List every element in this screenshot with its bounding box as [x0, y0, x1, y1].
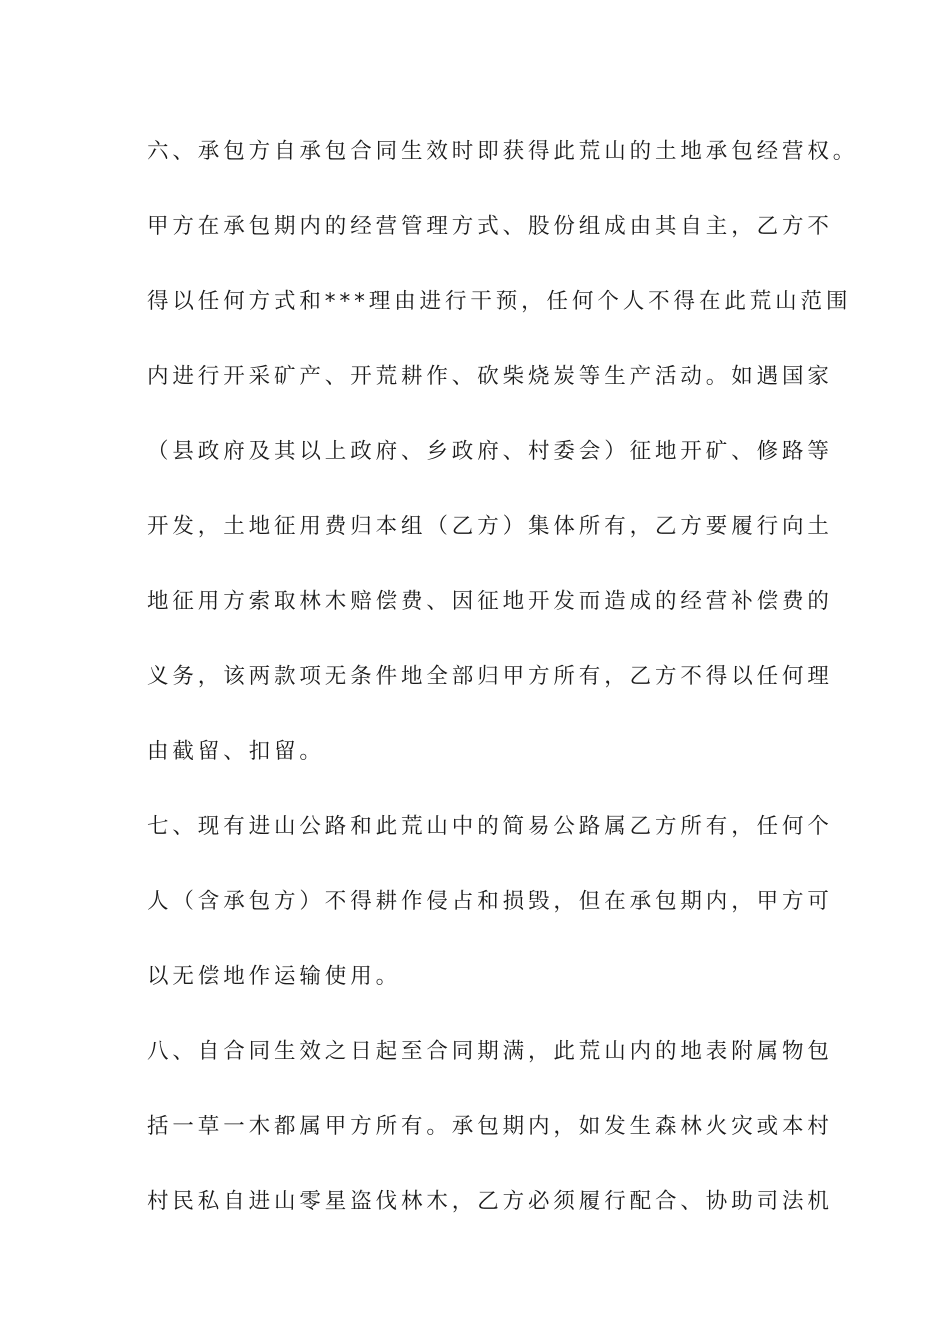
clause-6-line-5: （县政府及其以上政府、乡政府、村委会）征地开矿、修路等 — [147, 439, 833, 464]
clause-7-line-2: 人（含承包方）不得耕作侵占和损毁，但在承包期内，甲方可 — [147, 889, 833, 914]
clause-6-line-6: 开发，土地征用费归本组（乙方）集体所有，乙方要履行向土 — [147, 514, 833, 539]
clause-8-line-2: 括一草一木都属甲方所有。承包期内，如发生森林火灾或本村 — [147, 1114, 833, 1139]
clause-6-line-9: 由截留、扣留。 — [147, 739, 325, 764]
clause-7-line-1: 七、现有进山公路和此荒山中的简易公路属乙方所有，任何个 — [147, 814, 833, 839]
clause-6-line-3: 得以任何方式和***理由进行干预，任何个人不得在此荒山范围 — [147, 289, 852, 314]
clause-6-line-2: 甲方在承包期内的经营管理方式、股份组成由其自主，乙方不 — [147, 214, 833, 239]
clause-6-line-4: 内进行开采矿产、开荒耕作、砍柴烧炭等生产活动。如遇国家 — [147, 364, 833, 389]
clause-8-line-1: 八、自合同生效之日起至合同期满，此荒山内的地表附属物包 — [147, 1039, 833, 1064]
clause-7-line-3: 以无偿地作运输使用。 — [147, 964, 402, 989]
contract-text-body — [147, 132, 859, 1257]
clause-8-line-3: 村民私自进山零星盗伐林木，乙方必须履行配合、协助司法机 — [147, 1189, 833, 1214]
clause-6-line-8: 义务，该两款项无条件地全部归甲方所有，乙方不得以任何理 — [147, 664, 833, 689]
clause-6-line-7: 地征用方索取林木赔偿费、因征地开发而造成的经营补偿费的 — [147, 589, 833, 614]
clause-6-line-1: 六、承包方自承包合同生效时即获得此荒山的土地承包经营权。 — [147, 139, 859, 164]
